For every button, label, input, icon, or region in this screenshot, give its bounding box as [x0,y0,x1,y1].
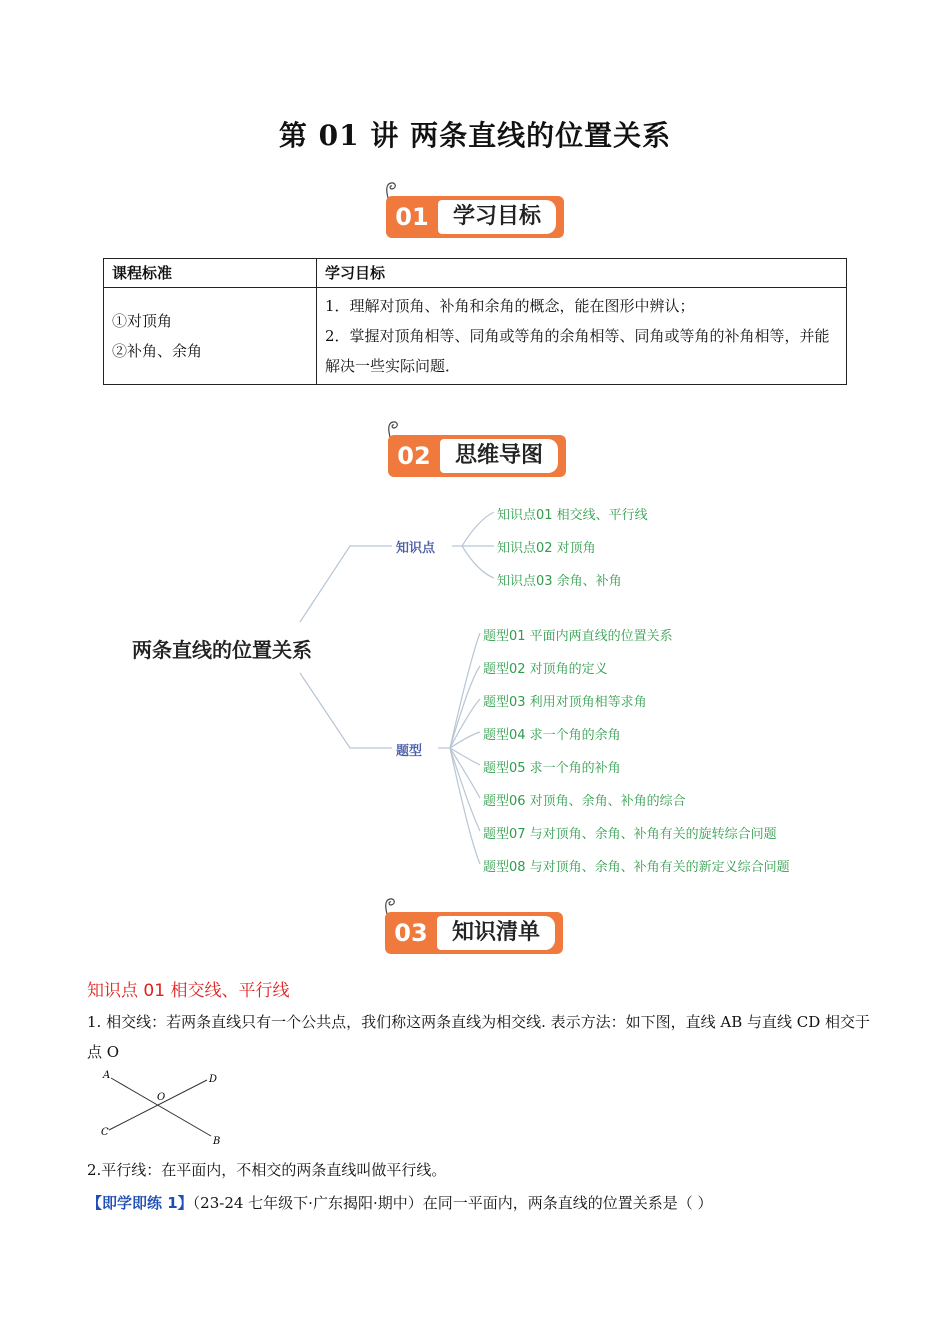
practice-question [87,1188,877,1218]
page-title: 第 01 讲 两条直线的位置关系 [278,119,672,152]
goals-table [103,258,847,385]
paragraph-intersecting-lines: 1. 相交线：若两条直线只有一个公共点，我们称这两条直线为相交线. 表示方法：如下图，直线 AB 与直线 CD 相交于点 O [87,1013,871,1061]
section-label: 学习目标 [438,200,556,234]
point-label-c: C [101,1127,109,1138]
point-label-a: A [103,1070,111,1081]
table-header: 学习目标 [317,259,847,288]
mindmap-leaf: 题型06 对顶角、余角、补角的综合 [483,794,686,809]
section-label: 思维导图 [440,439,558,473]
goals-cell [317,288,847,385]
standards-cell [104,288,317,385]
intersecting-lines-figure [97,1068,227,1146]
mindmap-leaf: 题型03 利用对顶角相等求角 [483,695,647,710]
practice-text: （23-24 七年级下·广东揭阳·期中）在同一平面内，两条直线的位置关系是（ ） [192,1194,713,1212]
practice-tag: 【即学即练 1】 [87,1194,193,1212]
mindmap-leaf: 题型08 与对顶角、余角、补角有关的新定义综合问题 [483,860,790,875]
section-num: 03 [394,919,428,947]
mindmap-leaf: 题型07 与对顶角、余角、补角有关的旋转综合问题 [483,827,777,842]
goal-item: 2．掌握对顶角相等、同角或等角的余角相等、同角或等角的补角相等，并能解决一些实际问题． [325,327,830,375]
knowledge-point-heading: 知识点 01 相交线、平行线 [87,981,290,1001]
mindmap-branch-knowledge: 知识点 [396,541,436,556]
standard-item: ②补角、余角 [112,342,203,360]
section-num: 01 [395,203,429,231]
section-label: 知识清单 [437,916,555,950]
mindmap-leaf: 题型02 对顶角的定义 [483,662,608,677]
mindmap-leaf: 知识点01 相交线、平行线 [497,508,648,523]
table-header: 课程标准 [104,259,317,288]
section-badge-01 [386,186,568,234]
point-label-d: D [209,1074,218,1085]
mindmap-leaf: 知识点02 对顶角 [497,541,596,556]
section-badge-02 [388,425,570,473]
mindmap-leaf: 题型04 求一个角的余角 [483,728,621,743]
mindmap-leaf: 题型05 求一个角的补角 [483,761,621,776]
mindmap-connectors [0,480,950,880]
point-label-b: B [213,1136,221,1146]
standard-item: ①对顶角 [112,312,173,330]
point-label-o: O [157,1092,166,1103]
section-badge-03 [385,902,567,950]
goal-item: 1．理解对顶角、补角和余角的概念，能在图形中辨认； [325,297,695,315]
mindmap-branch-types: 题型 [396,744,423,759]
section-num: 02 [397,442,431,470]
mindmap-leaf: 知识点03 余角、补角 [497,574,622,589]
mindmap-root: 两条直线的位置关系 [132,638,312,662]
paragraph-parallel-lines: 2.平行线：在平面内，不相交的两条直线叫做平行线。 [87,1161,447,1179]
mindmap-leaf: 题型01 平面内两直线的位置关系 [483,629,673,644]
